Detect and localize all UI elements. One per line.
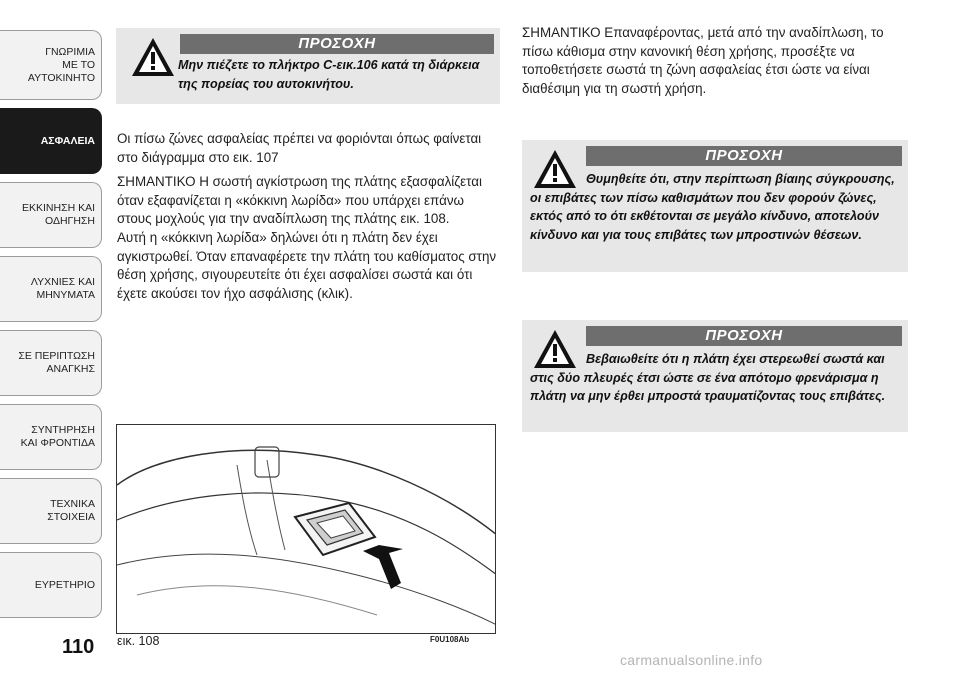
warning-text: Μην πιέζετε το πλήκτρο C-εικ.106 κατά τη διάρκεια της πορείας του αυτοκινήτου.	[178, 58, 480, 91]
sidebar-tab-starting[interactable]: ΕΚΚΙΝΗΣΗ ΚΑΙ ΟΔΗΓΗΣΗ	[0, 182, 102, 248]
sidebar-tab-intro[interactable]: ΓΝΩΡΙΜΙΑ ΜΕ ΤΟ ΑΥΤΟΚΙΝΗΤΟ	[0, 30, 102, 100]
paragraph: Αυτή η «κόκκινη λωρίδα» δηλώνει ότι η πλάτη δεν έχει αγκιστρωθεί. Όταν επαναφέρετε την πλάτη του καθίσματος στην θέση χρήσης, σιγουρευτείτε ότι έχει ασφαλίσει σωστά και ότι έχετε ακούσει τον ήχο ασφάλισης (κλικ).	[117, 229, 497, 301]
right-column-text	[522, 24, 912, 104]
left-column-text	[117, 130, 499, 309]
warning-box-2	[522, 140, 908, 272]
figure-code: F0U108Ab	[430, 635, 470, 644]
seat-illustration	[117, 425, 496, 634]
sidebar-tab-safety[interactable]: ΑΣΦΑΛΕΙΑ	[0, 108, 102, 174]
figure-caption: εικ. 108	[117, 634, 160, 648]
warning-box-3	[522, 320, 908, 432]
warning-text: Βεβαιωθείτε ότι η πλάτη έχει στερεωθεί σωστά και στις δύο πλευρές έτσι ώστε σε ένα απότομο φρενάρισμα η πλάτη να μην έρθει μπροστά τραυματίζοντας τους επιβάτες.	[530, 352, 886, 403]
paragraph: ΣΗΜΑΝΤΙΚΟ Η σωστή αγκίστρωση της πλάτης εξασφαλίζεται όταν εξαφανίζεται η «κόκκινη λωρίδα» που υπάρχει επάνω στους μοχλούς για την αναδίπλωση της πλάτης εικ. 108.	[117, 174, 482, 227]
warning-title: ΠΡΟΣΟΧΗ	[586, 326, 902, 346]
sidebar-tab-warnings[interactable]: ΛΥΧΝΙΕΣ ΚΑΙ ΜΗΝΥΜΑΤΑ	[0, 256, 102, 322]
warning-text: Θυμηθείτε ότι, στην περίπτωση βίαιης σύγκρουσης, οι επιβάτες των πίσω καθισμάτων που δεν φορούν ζώνες, εκτός από το ότι εκθέτονται σε μεγάλο κίνδυνο, αποτελούν κίνδυνο και για τους επιβάτες των μπροστινών θέσεων.	[530, 172, 895, 242]
paragraph: ΣΗΜΑΝΤΙΚΟ Επαναφέροντας, μετά από την αναδίπλωση, το πίσω κάθισμα στην κανονική θέση χρήσης, προσέξτε να τοποθετήσετε σωστά τη ζώνη ασφαλείας έτσι ώστε να είναι διαθέσιμη για τη σωστή χρήση.	[522, 25, 884, 96]
paragraph: Οι πίσω ζώνες ασφαλείας πρέπει να φοριόνται όπως φαίνεται στο διάγραμμα στο εικ. 107	[117, 131, 482, 165]
page-number: 110	[62, 636, 95, 658]
warning-title: ΠΡΟΣΟΧΗ	[586, 146, 902, 166]
sidebar-tab-technical[interactable]: ΤΕΧΝΙΚΑ ΣΤΟΙΧΕΙΑ	[0, 478, 102, 544]
sidebar-tab-maintenance[interactable]: ΣΥΝΤΗΡΗΣΗ ΚΑΙ ΦΡΟΝΤΙΔΑ	[0, 404, 102, 470]
sidebar-tab-emergency[interactable]: ΣΕ ΠΕΡΙΠΤΩΣΗ ΑΝΑΓΚΗΣ	[0, 330, 102, 396]
figure-seat-lever	[116, 424, 496, 634]
warning-title: ΠΡΟΣΟΧΗ	[180, 34, 494, 54]
warning-triangle-icon	[130, 36, 176, 78]
sidebar-tab-index[interactable]: ΕΥΡΕΤΗΡΙΟ	[0, 552, 102, 618]
watermark: carmanualsonline.info	[620, 652, 763, 668]
warning-box-1	[116, 28, 500, 104]
